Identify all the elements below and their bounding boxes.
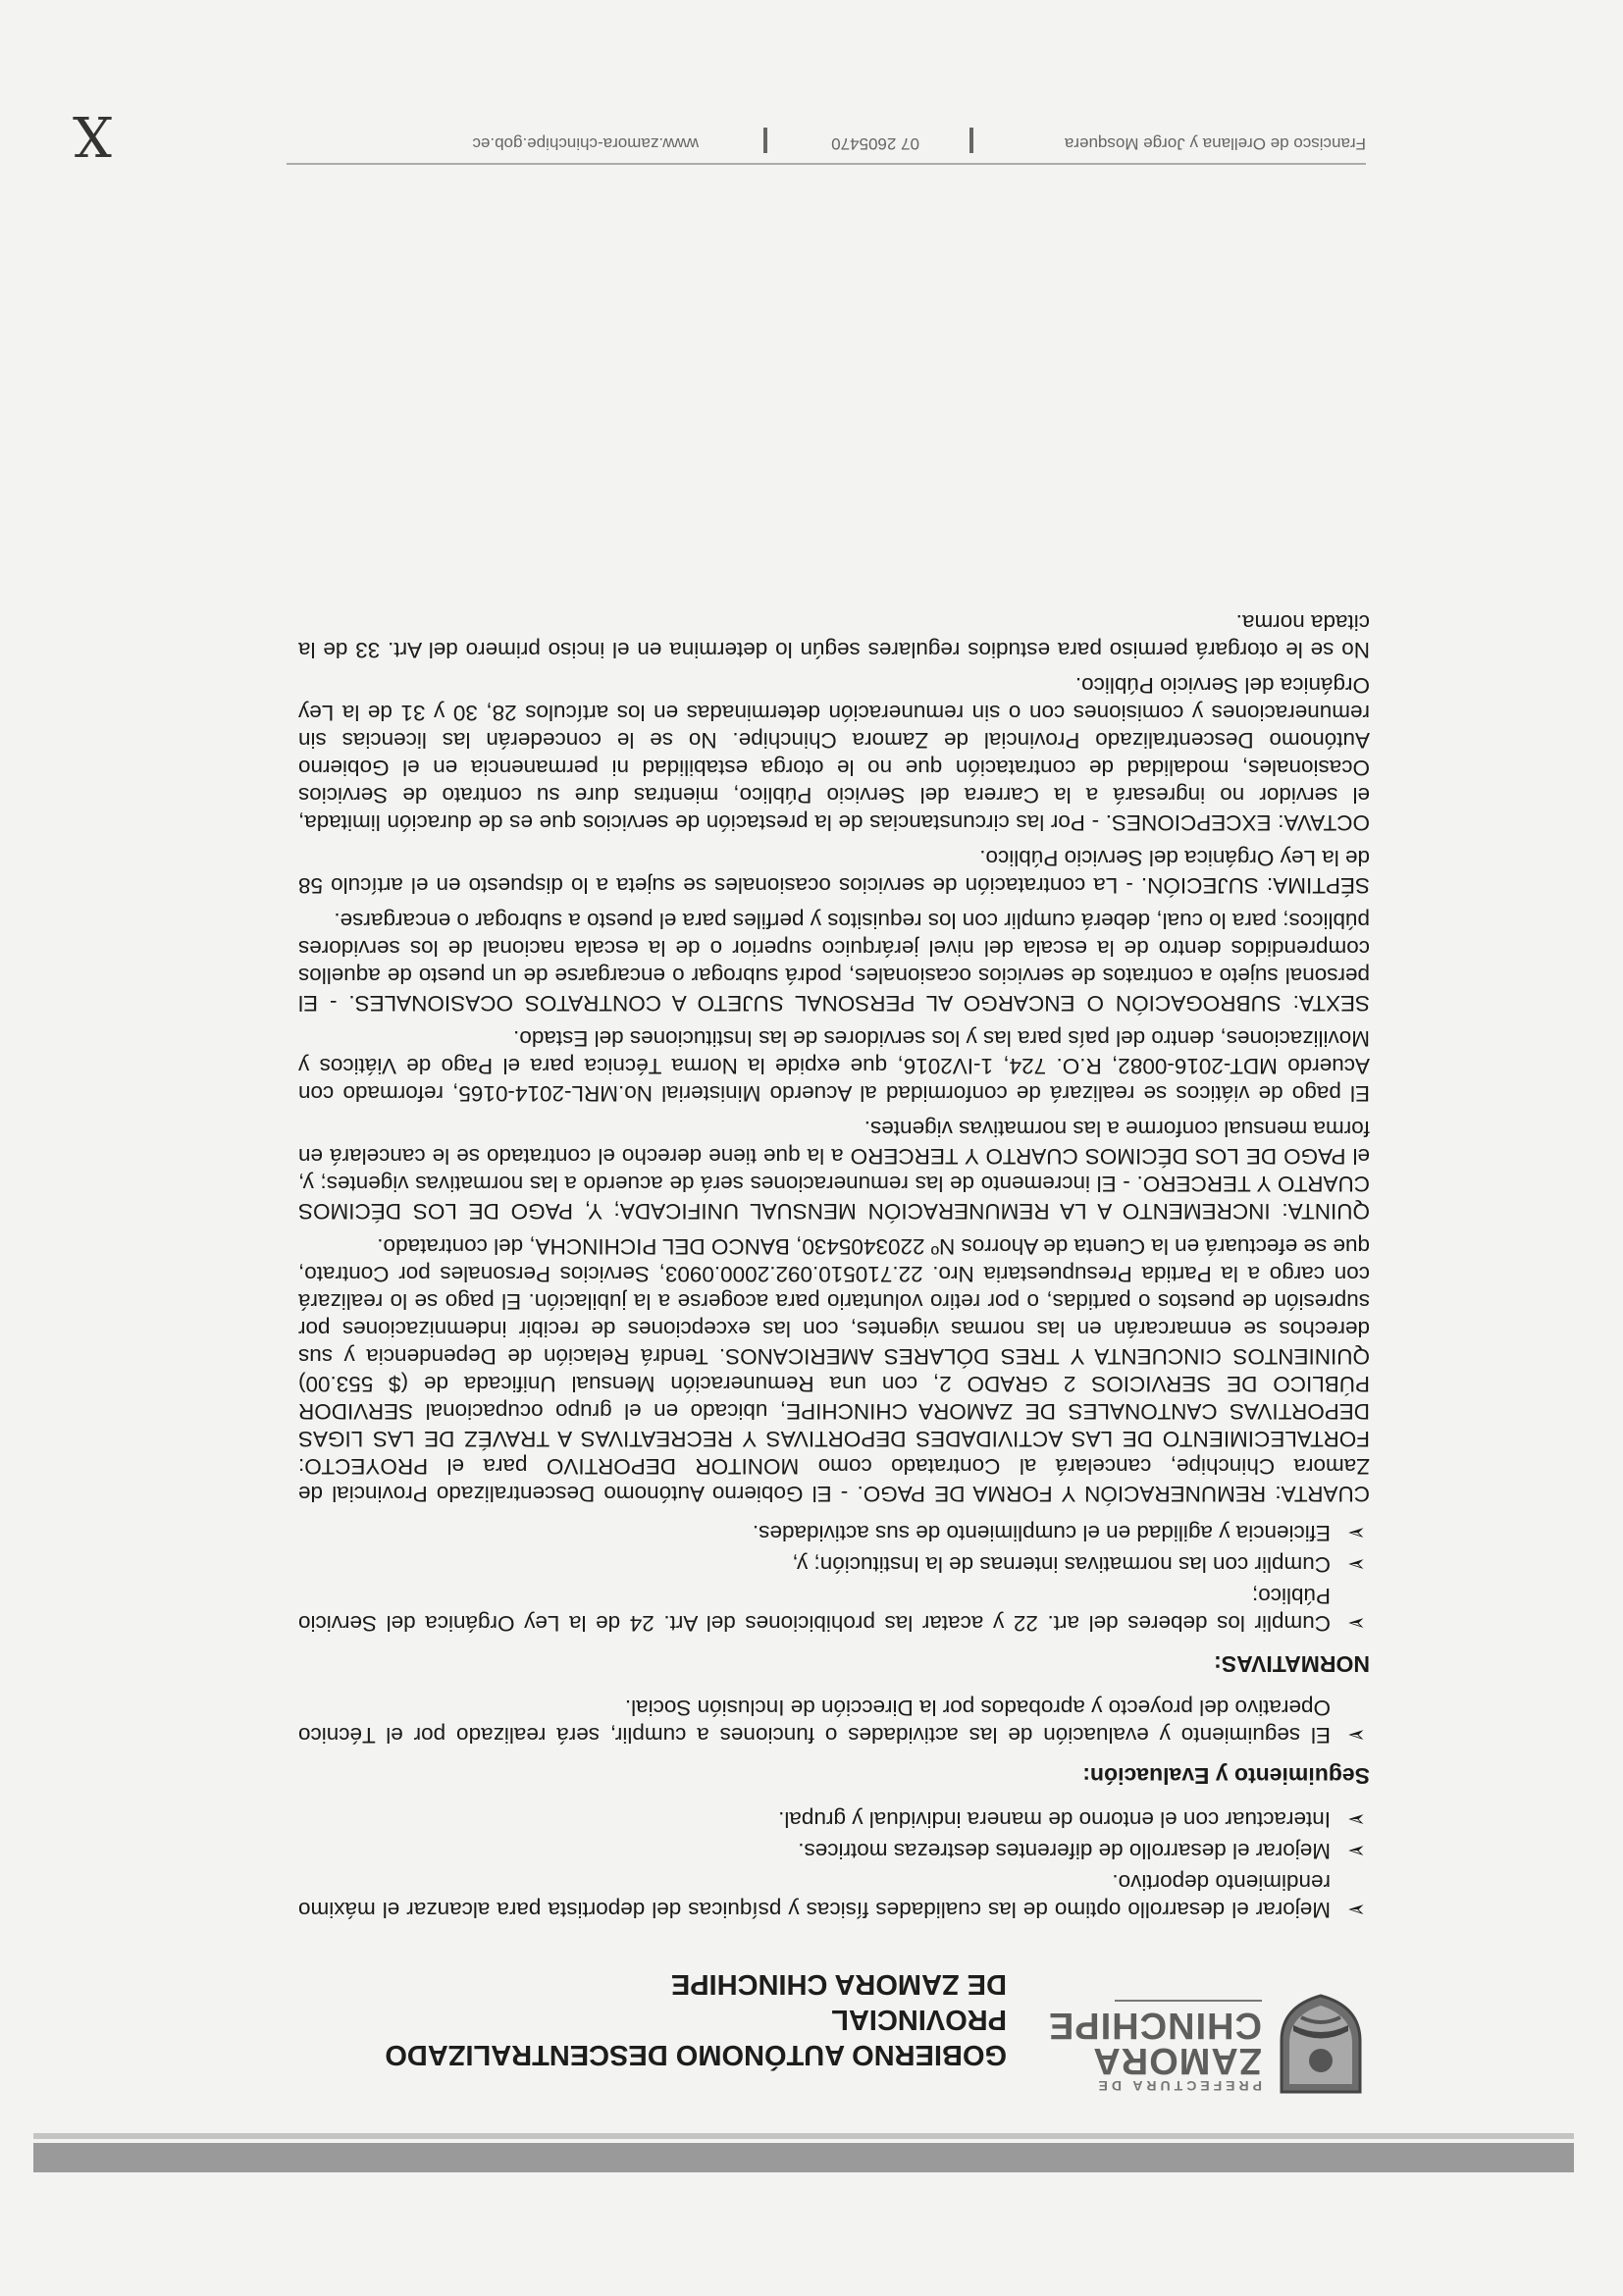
prefecture-emblem-icon	[1272, 1992, 1370, 2100]
header-bar	[33, 2143, 1574, 2172]
footer	[287, 124, 1366, 153]
footer-website: www.zamora-chinchipe.gob.ec	[472, 134, 699, 153]
list-item: ➢ Cumplir los deberes del art. 22 y acatar las prohibiciones del Art. 24 de la Ley Orgánica del Servicio Público;	[298, 1582, 1370, 1637]
clause-sexta: SEXTA: SUBROGACIÓN O ENCARGO AL PERSONAL SUJETO A CONTRATOS OCASIONALES. - El personal sujeto a contratos de servicios ocasionales, podrá subrogar o encargarse de un puesto de aquellos comprendidos dentro de la escala del nivel jerárquico superior o de la escala nacional de los servidores públicos; para lo cual, deberá cumplir con los requisitos y perfiles para el puesto a subrogar o encargarse.	[298, 909, 1370, 1016]
normativas-list	[298, 1519, 1370, 1637]
clause-permiso: No se le otorgará permiso para estudios regulares según lo determina en el inciso primero del Art. 33 de la citada norma.	[298, 610, 1370, 662]
org-line1: GOBIERNO AUTÓNOMO DESCENTRALIZADO PROVINCIAL	[385, 2004, 1007, 2070]
clause-septima: SÉPTIMA: SUJECIÓN. - La contratación de servicios ocasionales se sujeta a lo dispuesto en el artículo 58 de la Ley Orgánica del Servicio Público.	[298, 846, 1370, 898]
clause-cuarta: CUARTA: REMUNERACIÓN Y FORMA DE PAGO. - El Gobierno Autónomo Descentralizado Provincial de Zamora Chinchipe, cancelará al Contratado como MONITOR DEPORTIVO para el PROYECTO: FORTALECIMIENTO DE LAS ACTIVIDADES DEPORTIVAS Y RECREATIVAS A TRAVÉZ DE LAS LIGAS DEPORTIVAS CANTONALES DE ZAMORA CHINCHIPE, ubicado en el grupo ocupacional SERVIDOR PÚBLICO DE SERVICIOS 2 GRADO 2, con una Remuneración Mensual Unificada de ($ 553.00) QUINIENTOS CINCUENTA Y TRES DÓLARES AMERICANOS. Tendrá Relación de Dependencia y sus derechos se enmarcarán en las normas vigentes, con las excepciones de recibir indemnizaciones por supresión de puestos o partidas, o por retiro voluntario para acogerse a la jubilación. El pago se lo realizará con cargo a la Partida Presupuestaria Nro. 22.710510.092.2000.0903, Servicios Personales por Contrato, que se efectuará en la Cuenta de Ahorros Nº 2203405430, BANCO DEL PICHINCHA, del contratado.	[298, 1234, 1370, 1506]
footer-phone: 07 2605470	[831, 134, 919, 153]
list-item: ➢ Mejorar el desarrollo de diferentes destrezas motrices.	[298, 1837, 1370, 1864]
list-item: ➢ Cumplir con las normativas internas de la Institución; y,	[298, 1550, 1370, 1578]
footer-separator	[969, 128, 973, 153]
footer-rule	[287, 163, 1366, 165]
clause-octava: OCTAVA: EXCEPCIONES. - Por las circunstancias de la prestación de servicios que es de duración limitada, el servidor no ingresará a la Carrera del Servicio Público, mientras dure su contrato de Servicios Ocasionales, modalidad de contratación que no le otorga estabilidad ni permanencia en el Gobierno Autónomo Descentralizado Provincial de Zamora Chinchipe. No se le concederán las licencias sin remuneraciones y comisiones con o sin remuneración determinadas en los artículos 28, 30 y 31 de la Ley Orgánica del Servicio Público.	[298, 673, 1370, 835]
section-heading-seguimiento: Seguimiento y Evaluación:	[1082, 1763, 1370, 1789]
brand-wordmark	[1046, 2000, 1262, 2094]
margin-check-mark: X	[73, 103, 112, 167]
footer-separator	[763, 128, 767, 153]
brand-small: PREFECTURA DE	[1094, 2078, 1262, 2094]
brand-line1: ZAMORA	[1092, 2040, 1262, 2081]
list-item: ➢ Eficiencia y agilidad en el cumplimiento de sus actividades.	[298, 1519, 1370, 1546]
brand-underline	[1115, 2000, 1262, 2002]
section-heading-normativas: NORMATIVAS:	[1214, 1651, 1370, 1677]
objectives-list	[298, 1805, 1370, 1923]
list-item: ➢ El seguimiento y evaluación de las actividades o funciones a cumplir, será realizado por el Técnico Operativo del proyecto y aprobados por la Dirección de Inclusión Social.	[298, 1694, 1370, 1748]
clause-viaticos: El pago de viáticos se realizará de conformidad al Acuerdo Ministerial No.MRL-2014-0165, reformado con Acuerdo MDT-2016-0082, R.O. 724, 1-IV2016, que expide la Norma Técnica para el Pago de Viáticos y Movilizaciones, dentro del país para las y los servidores de las Instituciones del Estado.	[298, 1026, 1370, 1106]
list-item: ➢ Interactuar con el entorno de manera individual y grupal.	[298, 1805, 1370, 1833]
header-bar-secondary	[33, 2133, 1574, 2139]
document-body	[298, 600, 1370, 1923]
brand-line2: CHINCHIPE	[1047, 2005, 1262, 2046]
clause-quinta: QUINTA: INCREMENTO A LA REMUNERACIÓN MENSUAL UNIFICADA; Y, PAGO DE LOS DÉCIMOS CUARTO Y TERCERO. - El incremento de las remuneraciones será de acuerdo a las normativas vigentes; y, el PAGO DE LOS DÉCIMOS CUARTO Y TERCERO a la que tiene derecho el contratado se le cancelará en forma mensual conforme a las normativas vigentes.	[298, 1117, 1370, 1224]
list-item: ➢ Mejorar el desarrollo optimo de las cualidades físicas y psíquicas del deportista para alcanzar el máximo rendimiento deportivo.	[298, 1868, 1370, 1923]
org-line2: DE ZAMORA CHINCHIPE	[670, 1968, 1007, 2000]
organization-name	[271, 1966, 1007, 2072]
footer-address: Francisco de Orellana y Jorge Mosquera	[1064, 134, 1366, 153]
letterhead	[271, 1968, 1370, 2100]
seguimiento-list	[298, 1694, 1370, 1748]
